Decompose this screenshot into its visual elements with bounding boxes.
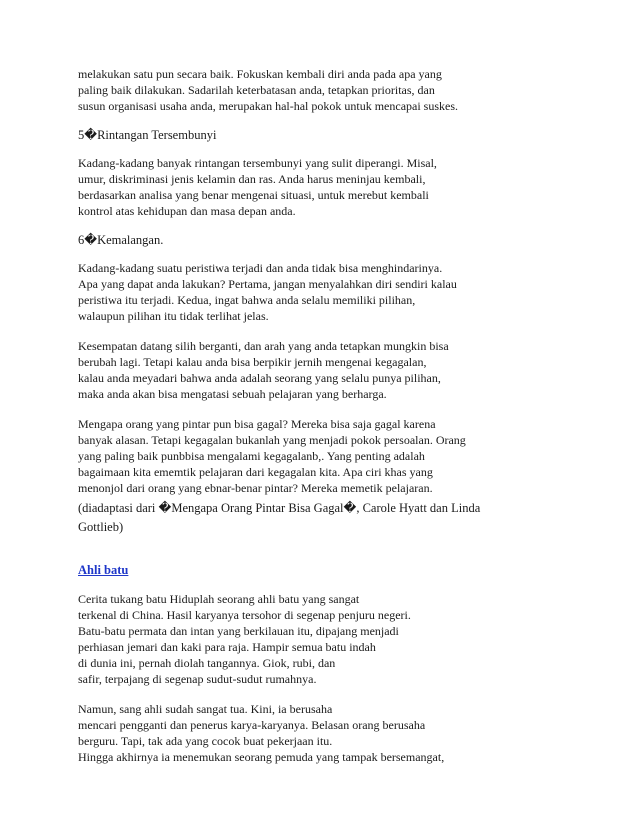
document-body <box>78 66 558 765</box>
text-line: Cerita tukang batu Hiduplah seorang ahli batu yang sangat <box>78 592 360 606</box>
section-heading-misfortune: 6�Kemalangan. <box>78 233 164 247</box>
text-line: berubah lagi. Tetapi kalau anda bisa berpikir jernih mengenai kegagalan, <box>78 355 427 369</box>
paragraph-hidden-obstacles <box>78 155 558 219</box>
text-line: umur, diskriminasi jenis kelamin dan ras. Anda harus meninjau kembali, <box>78 172 426 186</box>
text-line: Apa yang dapat anda lakukan? Pertama, jangan menyalahkan diri sendiri kalau <box>78 277 457 291</box>
text-line: berdasarkan analisa yang benar mengenai situasi, untuk merebut kembali <box>78 188 429 202</box>
paragraph-opportunity <box>78 338 558 402</box>
text-line: di dunia ini, pernah diolah tangannya. Giok, rubi, dan <box>78 656 336 670</box>
text-line: menonjol dari orang yang ebnar-benar pintar? Mereka memetik pelajaran. <box>78 481 433 495</box>
text-line: berguru. Tapi, tak ada yang cocok buat pekerjaan itu. <box>78 734 333 748</box>
text-line: Kadang-kadang suatu peristiwa terjadi dan anda tidak bisa menghindarinya. <box>78 261 443 275</box>
text-line: paling baik dilakukan. Sadarilah keterbatasan anda, tetapkan prioritas, dan <box>78 83 435 97</box>
text-line: peristiwa itu terjadi. Kedua, ingat bahwa anda selalu memiliki pilihan, <box>78 293 416 307</box>
text-line: maka anda akan bisa mengatasi sebuah pelajaran yang berharga. <box>78 387 387 401</box>
paragraph-successor <box>78 701 558 765</box>
text-line: kalau anda meyadari bahwa anda adalah seorang yang selalu punya pilihan, <box>78 371 441 385</box>
text-line: (diadaptasi dari �Mengapa Orang Pintar Bisa Gagal�, Carole Hyatt dan Linda <box>78 501 481 515</box>
source-credit <box>78 499 558 537</box>
section-heading-hidden-obstacles: 5�Rintangan Tersembunyi <box>78 128 217 142</box>
text-line: safir, terpajang di segenap sudut-sudut rumahnya. <box>78 672 317 686</box>
text-line: Gottlieb) <box>78 520 124 534</box>
paragraph-focus <box>78 66 558 114</box>
text-line: bagaimaan kita ememtik pelajaran dari kegagalan kita. Apa ciri khas yang <box>78 465 433 479</box>
text-line: banyak alasan. Tetapi kegagalan bukanlah yang menjadi pokok persoalan. Orang <box>78 433 466 447</box>
text-line: kontrol atas kehidupan dan masa depan anda. <box>78 204 296 218</box>
text-line: Namun, sang ahli sudah sangat tua. Kini, ia berusaha <box>78 702 333 716</box>
paragraph-smart-people <box>78 416 558 496</box>
text-line: Kesempatan datang silih berganti, dan arah yang anda tetapkan mungkin bisa <box>78 339 449 353</box>
text-line: perhiasan jemari dan kaki para raja. Hampir semua batu indah <box>78 640 376 654</box>
paragraph-misfortune <box>78 260 558 324</box>
paragraph-stone-expert <box>78 591 558 687</box>
text-line: melakukan satu pun secara baik. Fokuskan kembali diri anda pada apa yang <box>78 67 442 81</box>
text-line: Batu-batu permata dan intan yang berkilauan itu, dipajang menjadi <box>78 624 399 638</box>
text-line: Mengapa orang yang pintar pun bisa gagal? Mereka bisa saja gagal karena <box>78 417 436 431</box>
text-line: terkenal di China. Hasil karyanya tersohor di segenap penjuru negeri. <box>78 608 411 622</box>
text-line: walaupun pilihan itu tidak terlihat jelas. <box>78 309 269 323</box>
story-title-link[interactable]: Ahli batu <box>78 563 129 577</box>
text-line: yang paling baik punbbisa mengalami kegagalanb,. Yang penting adalah <box>78 449 425 463</box>
text-line: susun organisasi usaha anda, merupakan hal-hal pokok untuk mencapai suskes. <box>78 99 459 113</box>
text-line: Kadang-kadang banyak rintangan tersembunyi yang sulit diperangi. Misal, <box>78 156 437 170</box>
text-line: mencari pengganti dan penerus karya-karyanya. Belasan orang berusaha <box>78 718 426 732</box>
text-line: Hingga akhirnya ia menemukan seorang pemuda yang tampak bersemangat, <box>78 750 445 764</box>
